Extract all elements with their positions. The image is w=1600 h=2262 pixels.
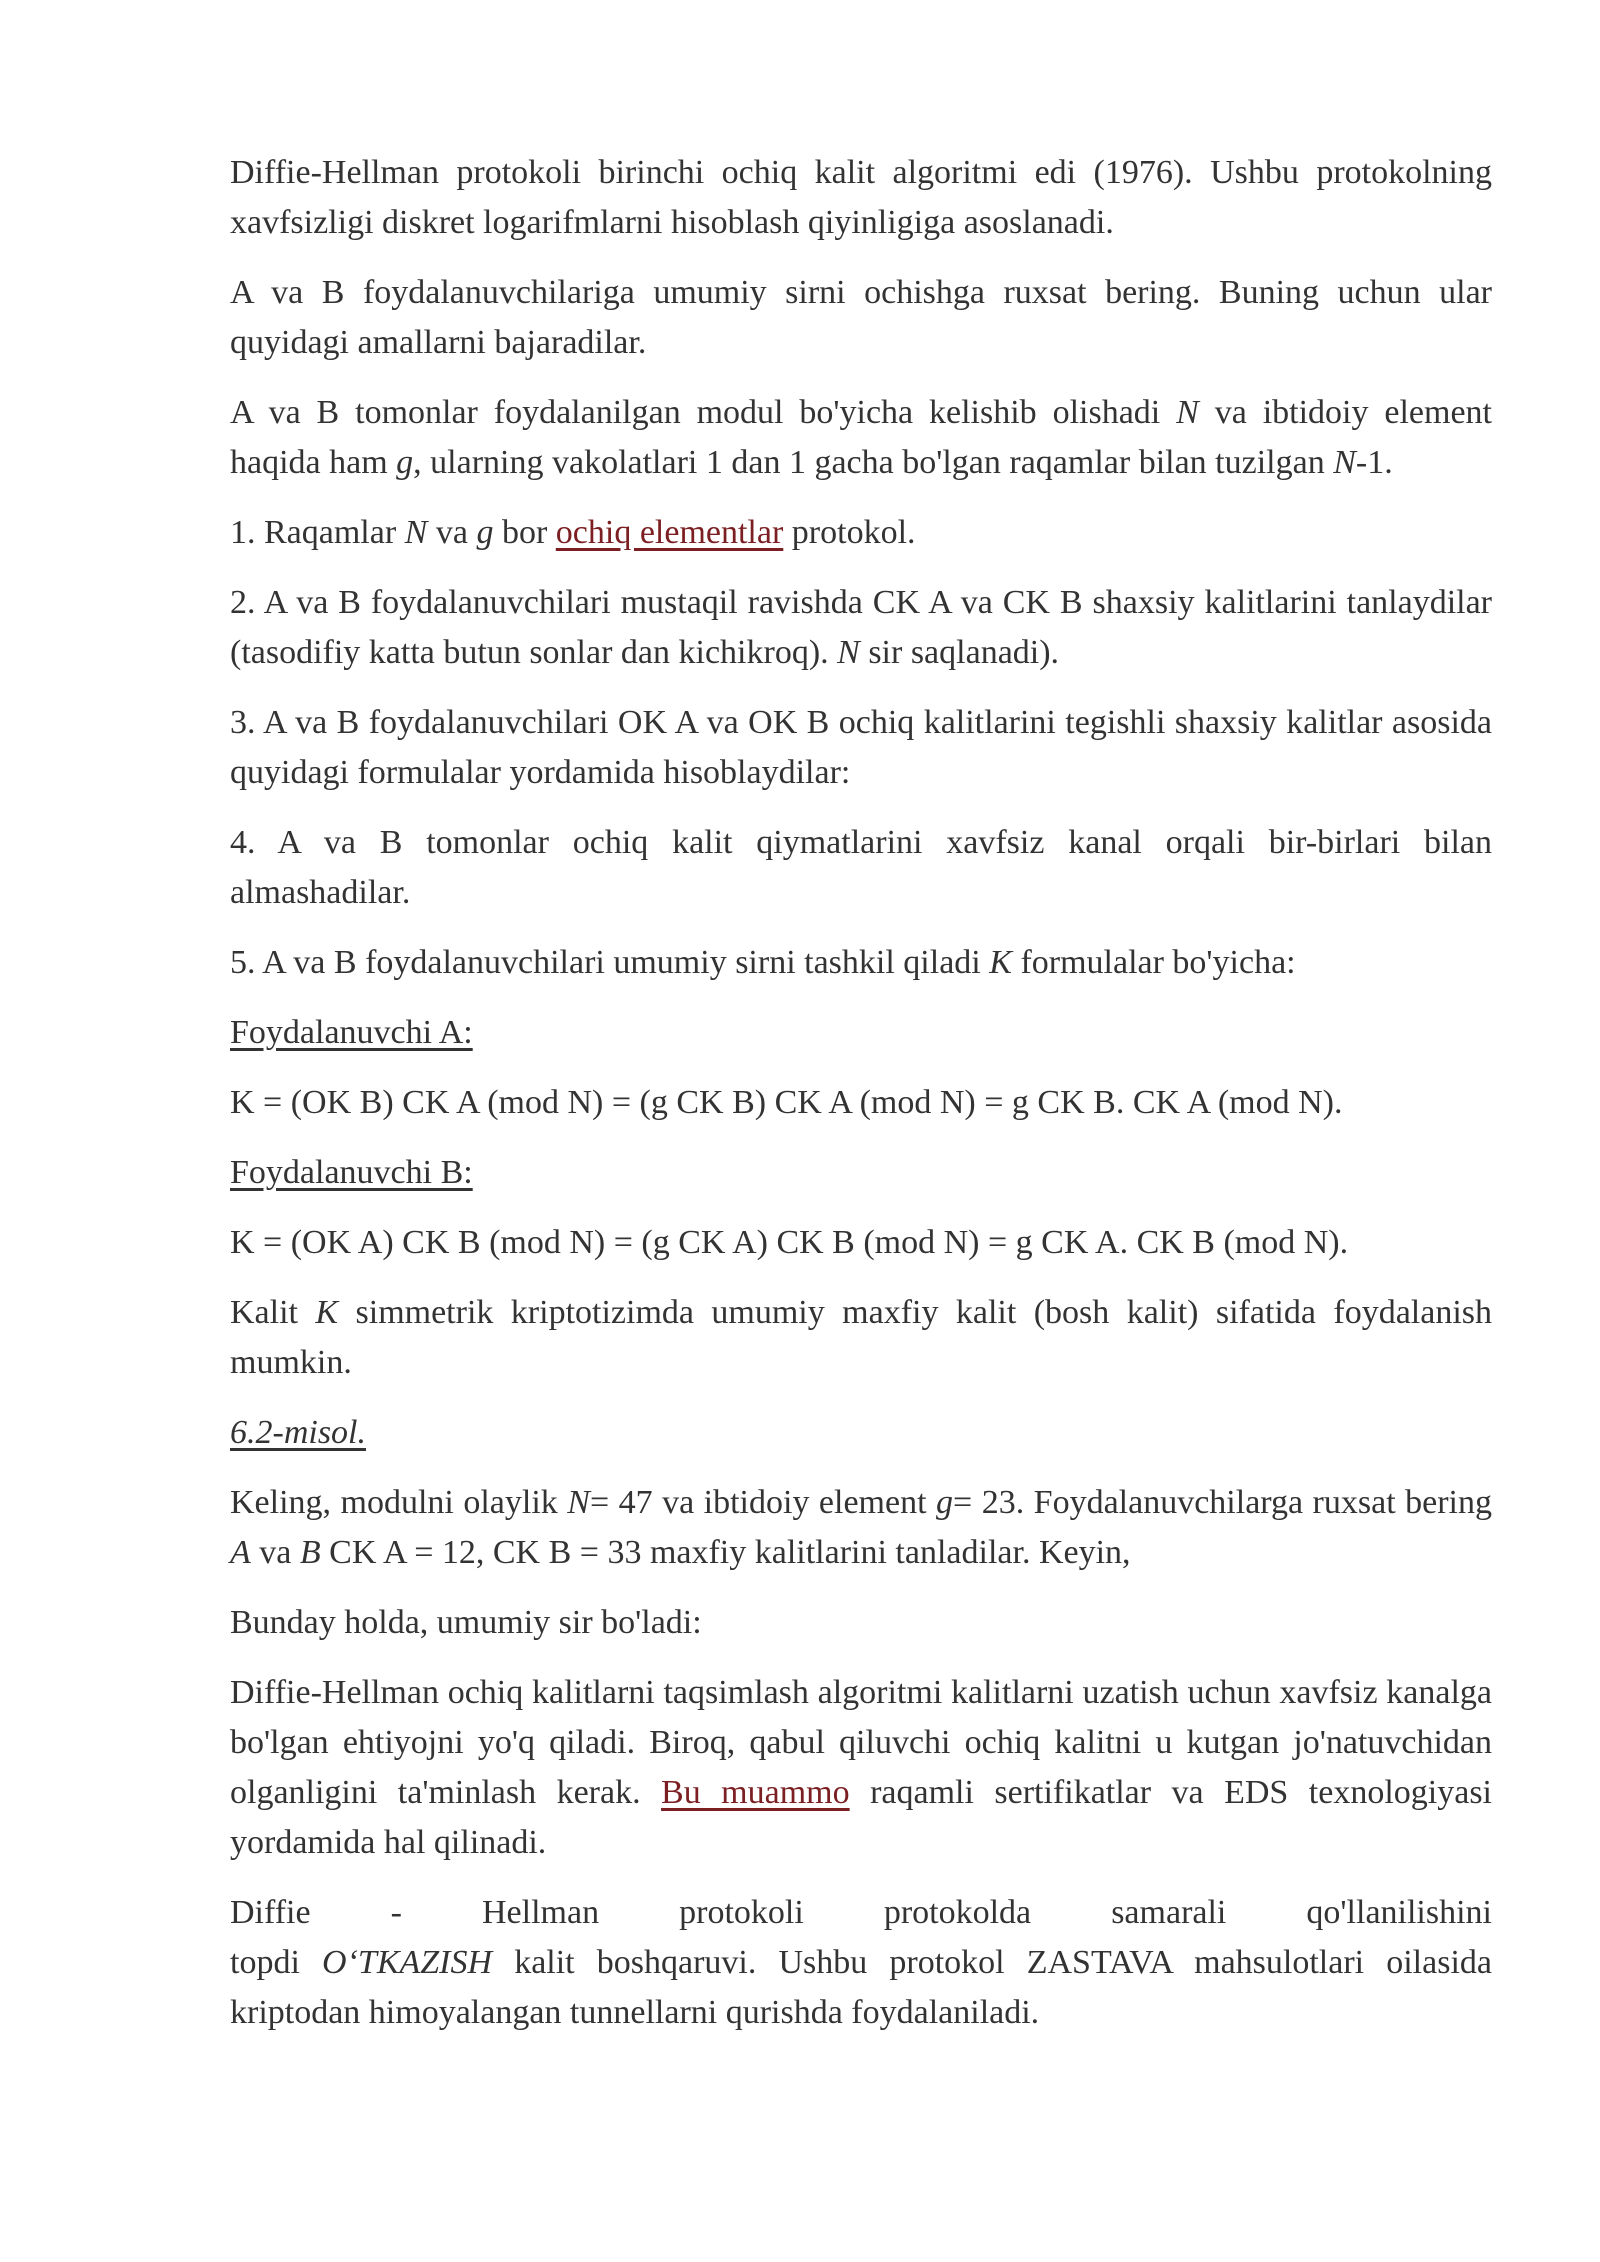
list-item-1 — [230, 508, 1492, 558]
text: A va B tomonlar foydalanilgan modul bo'yicha kelishib olishadi — [230, 394, 1177, 431]
text: protokol. — [783, 514, 916, 551]
text: topdi — [230, 1944, 323, 1981]
document-page — [230, 148, 1492, 2058]
text: CK A = 12, CK B = 33 maxfiy kalitlarini tanladilar. Keyin, — [320, 1534, 1131, 1571]
user-a-heading-text: Foydalanuvchi A: — [230, 1014, 473, 1051]
paragraph-example — [230, 1478, 1492, 1578]
text: Diffie-Hellman ochiq kalitlarni taqsimlash algoritmi kalitlarni uzatish uchun xavfsiz kanalga bo'lgan ehtiyojni yo'q qiladi. Biroq, qabul qiluvchi ochiq kalitni u kutgan jo'natuvchidan olganligini ta'minlash kerak. — [230, 1674, 1492, 1811]
var-K: K — [989, 944, 1012, 981]
user-b-formula: K = (OK A) CK B (mod N) = (g CK A) CK B (mod N) = g CK A. CK B (mod N). — [230, 1224, 1349, 1261]
user-b-heading-text: Foydalanuvchi B: — [230, 1154, 473, 1191]
var-N: N — [1176, 394, 1199, 431]
var-A: A — [230, 1534, 251, 1571]
text: va — [250, 1534, 300, 1571]
paragraph-shared-secret: Bunday holda, umumiy sir bo'ladi: — [230, 1604, 702, 1641]
text: bor — [493, 514, 556, 551]
list-item-4: 4. A va B tomonlar ochiq kalit qiymatlarini xavfsiz kanal orqali bir-birlari bilan almashadilar. — [230, 824, 1492, 911]
paragraph-diffie-hellman — [230, 1668, 1492, 1868]
text: simmetrik kriptotizimda umumiy maxfiy kalit (bosh kalit) sifatida foydalanish mumkin. — [230, 1294, 1493, 1381]
text: sir saqlanadi). — [859, 634, 1060, 671]
var-N: N — [404, 514, 428, 551]
list-item-2 — [230, 578, 1492, 678]
text: Kalit — [230, 1294, 316, 1331]
var-g: g — [476, 514, 494, 551]
paragraph-key — [230, 1288, 1492, 1388]
user-a-heading — [230, 1008, 1492, 1058]
text: kalit boshqaruvi. Ushbu protokol ZASTAVA mahsulotlari oilasida kriptodan himoyalangan tunnellarni qurishda foydalaniladi. — [230, 1944, 1492, 2031]
text: -1. — [1355, 444, 1393, 481]
text: = 47 va ibtidoiy element — [589, 1484, 937, 1521]
text: , ularning vakolatlari 1 dan 1 gacha bo'lgan raqamlar bilan tuzilgan — [413, 444, 1334, 481]
user-a-formula: K = (OK B) CK A (mod N) = (g CK B) CK A (mod N) = g CK B. CK A (mod N). — [230, 1084, 1343, 1121]
var-N: N — [567, 1484, 590, 1521]
list-item-3: 3. A va B foydalanuvchilari OK A va OK B ochiq kalitlarini tegishli shaxsiy kalitlar asosida quyidagi formulalar yordamida hisoblaydilar: — [230, 704, 1492, 791]
var-K: K — [315, 1294, 339, 1331]
text: 5. A va B foydalanuvchilari umumiy sirni tashkil qiladi — [230, 944, 990, 981]
text: va — [427, 514, 477, 551]
var-g: g — [396, 444, 414, 481]
final-first-line: Diffie - Hellman protokoli protokolda samarali qo'llanilishini — [230, 1894, 1492, 1931]
example-heading-text: 6.2-misol. — [230, 1414, 366, 1451]
text: raqamli sertifikatlar va EDS texnologiyasi yordamida hal qilinadi. — [230, 1774, 1492, 1861]
text: 2. A va B foydalanuvchilari mustaqil ravishda CK A va CK B shaxsiy kalitlarini tanlaydilar (tasodifiy katta butun sonlar dan kichikroq). — [230, 584, 1492, 671]
text: Keling, modulni olaylik — [230, 1484, 568, 1521]
paragraph-intro: Diffie-Hellman protokoli birinchi ochiq kalit algoritmi edi (1976). Ushbu protokolning xavfsizligi diskret logarifmlarni hisoblash qiyinligiga asoslanadi. — [230, 154, 1492, 241]
list-item-5 — [230, 938, 1492, 988]
var-g: g — [936, 1484, 954, 1521]
text: va ibtidoiy element haqida ham — [230, 394, 1492, 481]
paragraph-final — [230, 1888, 1492, 2038]
paragraph-agreement — [230, 388, 1492, 488]
problem-link[interactable]: Bu muammo — [661, 1774, 850, 1811]
var-N: N — [837, 634, 860, 671]
text: = 23. Foydalanuvchilarga ruxsat bering — [953, 1484, 1492, 1521]
paragraph-users: A va B foydalanuvchilariga umumiy sirni ochishga ruxsat bering. Buning uchun ular quyidagi amallarni bajaradilar. — [230, 274, 1492, 361]
text: formulalar bo'yicha: — [1011, 944, 1296, 981]
italic-term: O‘TKAZISH — [322, 1944, 493, 1981]
example-heading — [230, 1408, 1492, 1458]
open-elements-link[interactable]: ochiq elementlar — [555, 514, 784, 551]
text: 1. Raqamlar — [230, 514, 405, 551]
user-b-heading — [230, 1148, 1492, 1198]
var-N: N — [1333, 444, 1356, 481]
var-B: B — [299, 1534, 321, 1571]
